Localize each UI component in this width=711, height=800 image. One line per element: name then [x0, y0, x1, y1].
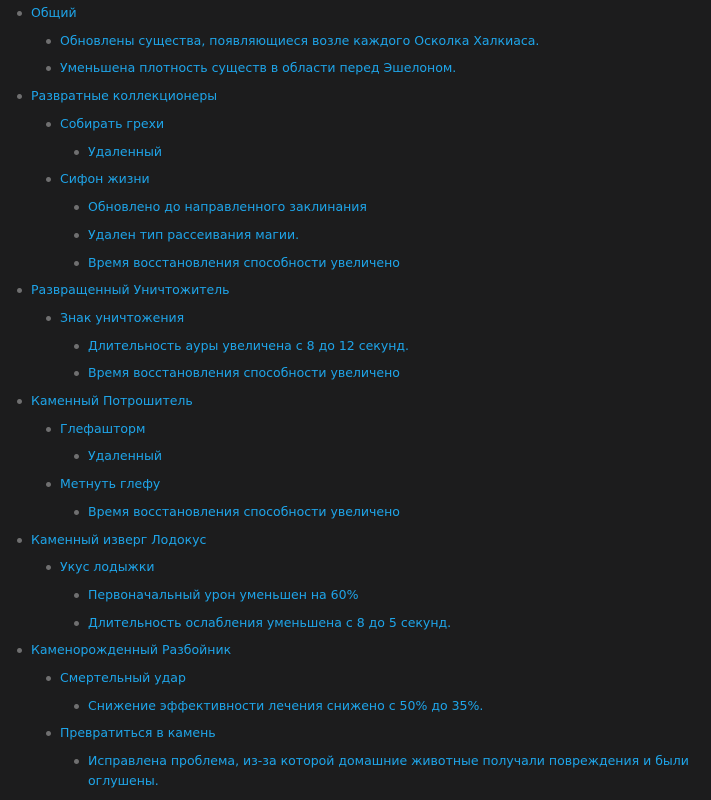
list-item-text: Длительность ауры увеличена с 8 до 12 секунд. — [88, 338, 410, 353]
list-item-text: Собирать грехи — [60, 116, 165, 131]
bullet-icon — [74, 371, 79, 376]
list-item — [0, 640, 711, 660]
list-item — [0, 557, 711, 577]
list-item-text: Знак уничтожения — [60, 310, 185, 325]
bullet-icon — [74, 510, 79, 515]
list-item-text: Смертельный удар — [60, 670, 186, 685]
list-item — [0, 142, 711, 162]
list-item — [0, 751, 711, 791]
list-item — [0, 723, 711, 743]
list-item-text: Удаленный — [88, 448, 162, 463]
bullet-icon — [17, 94, 22, 99]
bullet-icon — [46, 482, 51, 487]
list-item — [0, 336, 711, 356]
list-item — [0, 363, 711, 383]
list-item-text: Длительность ослабления уменьшена с 8 до 5 секунд. — [88, 615, 452, 630]
list-item-text: Удаленный — [88, 144, 162, 159]
list-item-text: Общий — [31, 5, 77, 20]
list-item — [0, 169, 711, 189]
list-item-text: Исправлена проблема, из-за которой домашние животные получали повреждения и были оглушены. — [88, 753, 689, 788]
list-item — [0, 225, 711, 245]
list-item-text: Время восстановления способности увеличено — [88, 504, 400, 519]
list-item-text: Каменорожденный Разбойник — [31, 642, 232, 657]
list-item — [0, 197, 711, 217]
bullet-icon — [74, 150, 79, 155]
list-item-text: Каменный изверг Лодокус — [31, 532, 207, 547]
bullet-icon — [74, 621, 79, 626]
list-item — [0, 696, 711, 716]
list-item-text: Снижение эффективности лечения снижено с 50% до 35%. — [88, 698, 484, 713]
bullet-icon — [74, 261, 79, 266]
list-item — [0, 308, 711, 328]
bullet-icon — [74, 233, 79, 238]
list-item — [0, 31, 711, 51]
list-item — [0, 58, 711, 78]
bullet-icon — [46, 177, 51, 182]
list-item — [0, 391, 711, 411]
list-item-text: Время восстановления способности увеличено — [88, 365, 400, 380]
bullet-icon — [17, 288, 22, 293]
bullet-icon — [46, 427, 51, 432]
list-item-text: Уменьшена плотность существ в области перед Эшелоном. — [60, 60, 457, 75]
bullet-icon — [74, 593, 79, 598]
bullet-icon — [74, 454, 79, 459]
bullet-icon — [46, 731, 51, 736]
bullet-icon — [17, 648, 22, 653]
bullet-icon — [17, 11, 22, 16]
list-item — [0, 502, 711, 522]
list-item — [0, 3, 711, 23]
list-item-text: Первоначальный урон уменьшен на 60% — [88, 587, 359, 602]
list-item — [0, 86, 711, 106]
bullet-icon — [46, 39, 51, 44]
list-item-text: Обновлено до направленного заклинания — [88, 199, 367, 214]
bullet-icon — [17, 538, 22, 543]
list-item — [0, 474, 711, 494]
list-item — [0, 253, 711, 273]
list-item-text: Сифон жизни — [60, 171, 150, 186]
list-item-text: Укус лодыжки — [60, 559, 155, 574]
list-item — [0, 613, 711, 633]
list-item — [0, 585, 711, 605]
bullet-icon — [46, 66, 51, 71]
list-item — [0, 280, 711, 300]
list-item-text: Метнуть глефу — [60, 476, 161, 491]
list-item-text: Превратиться в камень — [60, 725, 216, 740]
list-item-text: Глефашторм — [60, 421, 146, 436]
list-item-text: Удален тип рассеивания магии. — [88, 227, 300, 242]
list-item — [0, 530, 711, 550]
list-item-text: Обновлены существа, появляющиеся возле каждого Осколка Халкиаса. — [60, 33, 540, 48]
bullet-icon — [17, 399, 22, 404]
bullet-icon — [74, 344, 79, 349]
bullet-icon — [46, 316, 51, 321]
bullet-icon — [46, 565, 51, 570]
list-item — [0, 668, 711, 688]
list-item-text: Каменный Потрошитель — [31, 393, 193, 408]
bullet-icon — [46, 676, 51, 681]
bullet-icon — [46, 122, 51, 127]
list-item — [0, 419, 711, 439]
bullet-icon — [74, 704, 79, 709]
list-item-text: Развратные коллекционеры — [31, 88, 218, 103]
list-item — [0, 114, 711, 134]
bullet-icon — [74, 759, 79, 764]
list-item — [0, 446, 711, 466]
list-item-text: Время восстановления способности увеличено — [88, 255, 400, 270]
list-item-text: Развращенный Уничтожитель — [31, 282, 230, 297]
bullet-icon — [74, 205, 79, 210]
